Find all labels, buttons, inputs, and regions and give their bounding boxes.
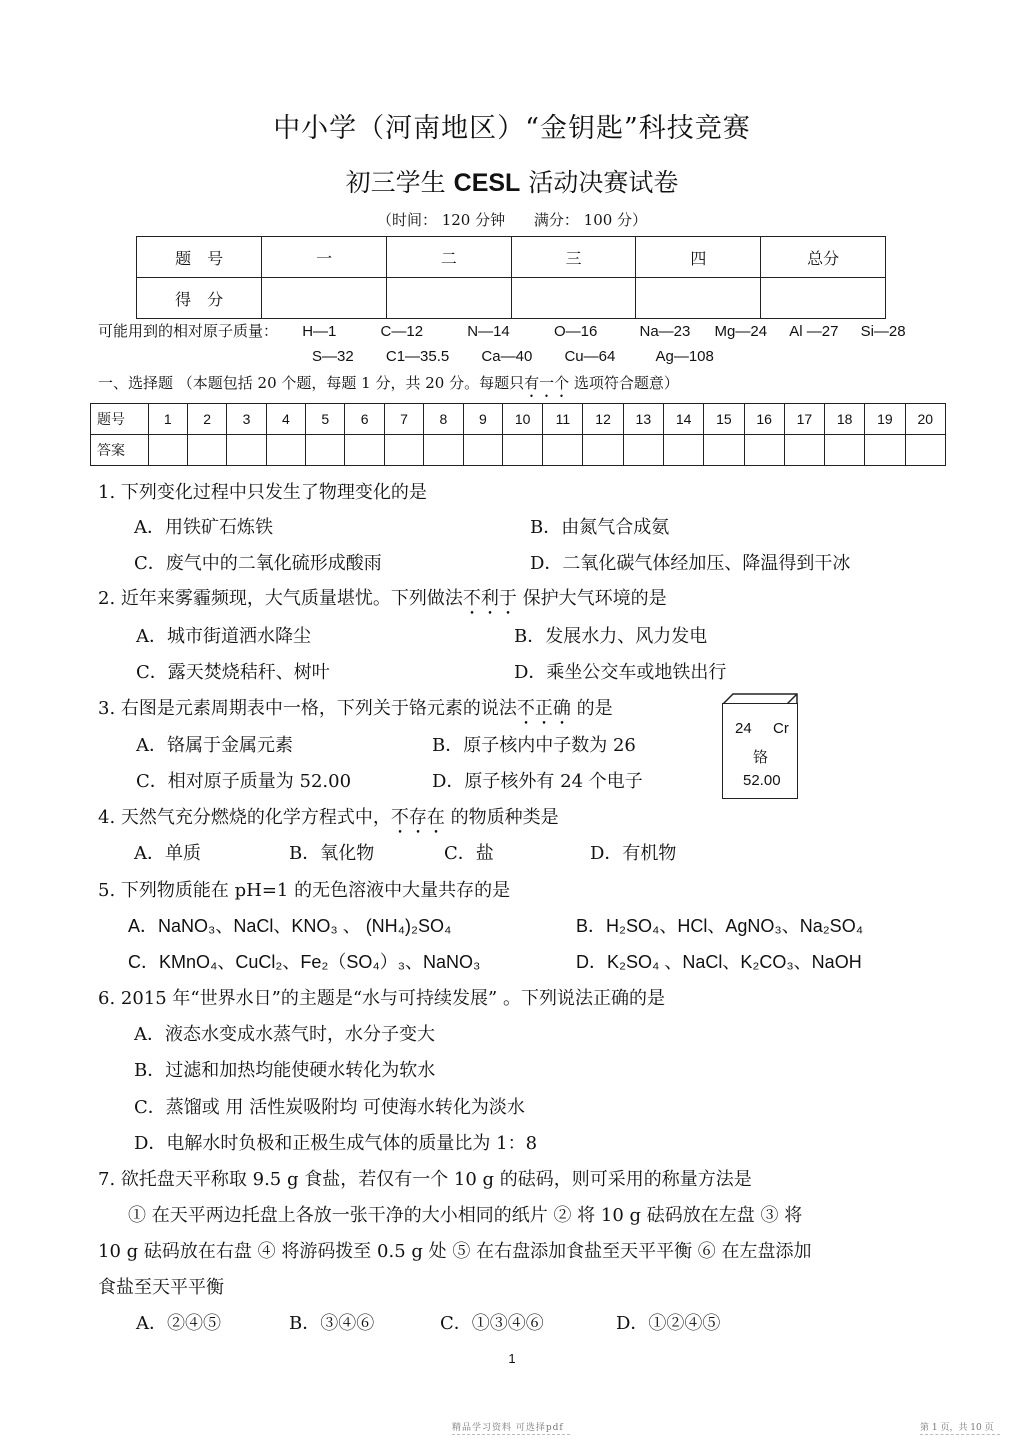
mass-item: S—32 [312,348,354,365]
answer-cell[interactable] [384,435,423,466]
question-7-line1: ① 在天平两边托盘上各放一张干净的大小相同的纸片 ② 将 10 g 砝码放在左盘 ③ 将 [128,1205,803,1226]
exam-time-score [0,209,1024,230]
question-7-stem: 7. 欲托盘天平称取 9.5 g 食盐，若仅有一个 10 g 的砝码，则可采用的称量方法是 [98,1169,752,1190]
answer-number: 19 [865,404,905,435]
question-6-stem: 6. 2015 年“世界水日”的主题是“水与可持续发展” 。下列说法正确的是 [98,988,665,1009]
mass-item: C1—35.5 [385,348,450,365]
exam-subtitle [0,163,1024,199]
element-name: 铬 [753,748,769,766]
footer-divider [920,1434,1000,1435]
atomic-masses-label: 可能用到的相对原子质量： [98,322,279,340]
question-2-option-a: A．城市街道洒水降尘 [136,626,311,647]
answer-number: 7 [384,404,423,435]
question-2-stem [98,584,667,619]
question-7-option-c: C．①③④⑥ [440,1313,544,1334]
answer-cell[interactable] [663,435,703,466]
question-5-option-a: A．NaNO₃、NaCl、KNO₃ 、 (NH₄)₂SO₄ [128,916,452,936]
score-cell: 四 [636,237,761,278]
mass-item: Ag—108 [655,348,714,365]
answer-number: 11 [543,404,583,435]
score-cell: 二 [386,237,511,278]
exam-full-score: 满分： 100 分） [533,211,648,229]
answer-cell[interactable] [543,435,583,466]
score-input-cell[interactable] [761,278,886,319]
answer-cell[interactable] [463,435,502,466]
answer-cell[interactable] [704,435,744,466]
answer-number: 8 [424,404,463,435]
score-row-label: 得 分 [137,278,262,319]
answer-number: 15 [704,404,744,435]
answer-number: 4 [266,404,305,435]
answer-number: 16 [744,404,784,435]
mass-item: N—14 [467,323,510,340]
question-1-option-c: C．废气中的二氧化硫形成酸雨 [134,553,382,574]
answer-number: 1 [148,404,187,435]
answer-table-number-row [91,404,946,435]
answer-cell[interactable] [227,435,266,466]
section1-heading [98,372,679,401]
score-table-header-row [137,237,886,278]
answer-number: 17 [784,404,824,435]
mass-item: Mg—24 [714,323,768,340]
answer-number: 5 [306,404,345,435]
answer-cell[interactable] [623,435,663,466]
answer-number: 14 [663,404,703,435]
mass-item: H—1 [302,323,337,340]
score-cell: 一 [262,237,387,278]
answer-cell[interactable] [503,435,543,466]
score-table-score-row [137,278,886,319]
subtitle-latin: CESL [453,169,521,197]
footer-right-text: 第 1 页，共 10 页 [920,1423,994,1433]
question-3-option-b: B．原子核内中子数为 26 [432,735,636,756]
question-1-option-d: D．二氧化碳气体经加压、降温得到干冰 [530,553,851,574]
element-atomic-number: 24 [735,720,752,737]
mass-item: Al —27 [789,323,839,340]
question-7-option-b: B．③④⑥ [289,1313,375,1334]
section1-emph: 有一个 [524,374,570,392]
question-4-stem-pre: 4. 天然气充分燃烧的化学方程式中， [98,807,391,828]
score-input-cell[interactable] [636,278,761,319]
page-number: 1 [508,1351,516,1366]
subtitle-post: 活动决赛试卷 [528,168,679,197]
question-3-option-a: A．铬属于金属元素 [136,735,293,756]
question-5-option-d: D．K₂SO₄ 、NaCl、K₂CO₃、NaOH [576,952,862,972]
atomic-masses-line2 [312,348,714,365]
answer-number: 9 [463,404,502,435]
answer-table [90,403,946,466]
answer-number: 6 [345,404,384,435]
answer-number: 18 [825,404,865,435]
answer-row-label: 题号 [91,404,149,435]
question-3-option-d: D．原子核外有 24 个电子 [432,771,643,792]
question-7-line2: 10 g 砝码放在右盘 ④ 将游码拨至 0.5 g 处 ⑤ 在右盘添加食盐至天平平衡 ⑥ 在左盘添加 [98,1241,812,1262]
question-2-stem-emph: 不利于 [462,588,517,609]
question-6-option-c: C．蒸馏或 用 活性炭吸附均 可使海水转化为淡水 [134,1097,525,1118]
question-4-stem [98,803,559,838]
question-4-stem-emph: 不存在 [390,807,445,828]
question-4-stem-post: 的物质种类是 [444,807,559,828]
answer-cell[interactable] [148,435,187,466]
question-2-stem-pre: 2. 近年来雾霾频现，大气质量堪忧。下列做法 [98,588,463,609]
question-1-option-a: A．用铁矿石炼铁 [134,517,273,538]
mass-item: Cu—64 [564,348,616,365]
section1-post: 选项符合题意） [569,374,679,392]
question-6-option-a: A．液态水变成水蒸气时，水分子变大 [134,1024,435,1045]
question-4-option-b: B．氧化物 [289,843,375,864]
score-cell: 三 [511,237,636,278]
mass-item: Si—28 [860,323,906,340]
score-cell: 总分 [761,237,886,278]
question-1-stem: 1. 下列变化过程中只发生了物理变化的是 [98,482,427,503]
mass-item: O—16 [553,323,598,340]
mass-item: Na—23 [639,323,691,340]
question-3-option-c: C．相对原子质量为 52.00 [136,771,352,792]
answer-number: 12 [583,404,623,435]
answer-number: 2 [187,404,226,435]
question-3-stem [98,694,613,729]
answer-cell[interactable] [266,435,305,466]
question-1-option-b: B．由氮气合成氨 [530,517,670,538]
element-cell-figure [722,693,798,799]
score-cell: 题 号 [137,237,262,278]
answer-cell[interactable] [905,435,945,466]
section1-pre: 一、选择题 （本题包括 20 个题，每题 1 分，共 20 分。每题只 [98,374,525,392]
question-2-option-c: C．露天焚烧秸秆、树叶 [136,662,330,683]
score-input-cell[interactable] [386,278,511,319]
answer-number: 20 [905,404,945,435]
question-2-stem-post: 保护大气环境的是 [516,588,667,609]
answer-cell[interactable] [865,435,905,466]
question-4-option-d: D．有机物 [590,843,677,864]
exam-title: 中小学（河南地区）“金钥匙”科技竞赛 [273,113,751,144]
answer-row-label: 答案 [91,435,149,466]
exam-time: （时间： 120 分钟 [376,211,506,229]
subtitle-pre: 初三学生 [345,168,446,197]
score-table [136,236,886,319]
answer-cell[interactable] [825,435,865,466]
question-6-option-d: D．电解水时负极和正极生成气体的质量比为 1：8 [134,1133,538,1154]
answer-cell[interactable] [744,435,784,466]
question-7-option-d: D．①②④⑤ [616,1313,721,1334]
answer-cell[interactable] [306,435,345,466]
question-5-option-b: B．H₂SO₄、HCl、AgNO₃、Na₂SO₄ [576,916,864,936]
question-5-option-c: C．KMnO₄、CuCl₂、Fe₂（SO₄）₃、NaNO₃ [128,952,481,972]
mass-item: C—12 [380,323,424,340]
score-input-cell[interactable] [262,278,387,319]
answer-number: 13 [623,404,663,435]
question-3-stem-pre: 3. 右图是元素周期表中一格，下列关于铬元素的说法 [98,698,517,719]
footer-left-text: 精品学习资料 可选择pdf [452,1423,564,1433]
answer-number: 3 [227,404,266,435]
footer-divider [452,1434,570,1435]
score-input-cell[interactable] [511,278,636,319]
question-2-option-b: B．发展水力、风力发电 [514,626,708,647]
answer-cell[interactable] [784,435,824,466]
answer-cell[interactable] [424,435,463,466]
answer-cell[interactable] [345,435,384,466]
mass-item: Ca—40 [481,348,533,365]
question-7-option-a: A．②④⑤ [136,1313,221,1334]
answer-cell[interactable] [187,435,226,466]
element-mass: 52.00 [743,772,781,789]
answer-number: 10 [503,404,543,435]
answer-table-answer-row [91,435,946,466]
element-cell [722,703,798,799]
question-4-option-a: A．单质 [134,843,201,864]
atomic-masses-line1 [98,320,906,341]
answer-cell[interactable] [583,435,623,466]
question-3-stem-emph: 不正确 [516,698,571,719]
question-6-option-b: B．过滤和加热均能使硬水转化为软水 [134,1060,436,1081]
question-5-stem: 5. 下列物质能在 pH=1 的无色溶液中大量共存的是 [98,880,511,901]
element-symbol: Cr [773,720,789,737]
question-3-stem-post: 的是 [570,698,613,719]
question-2-option-d: D．乘坐公交车或地铁出行 [514,662,727,683]
question-4-option-c: C．盐 [444,843,494,864]
question-7-line3: 食盐至天平平衡 [98,1277,224,1298]
